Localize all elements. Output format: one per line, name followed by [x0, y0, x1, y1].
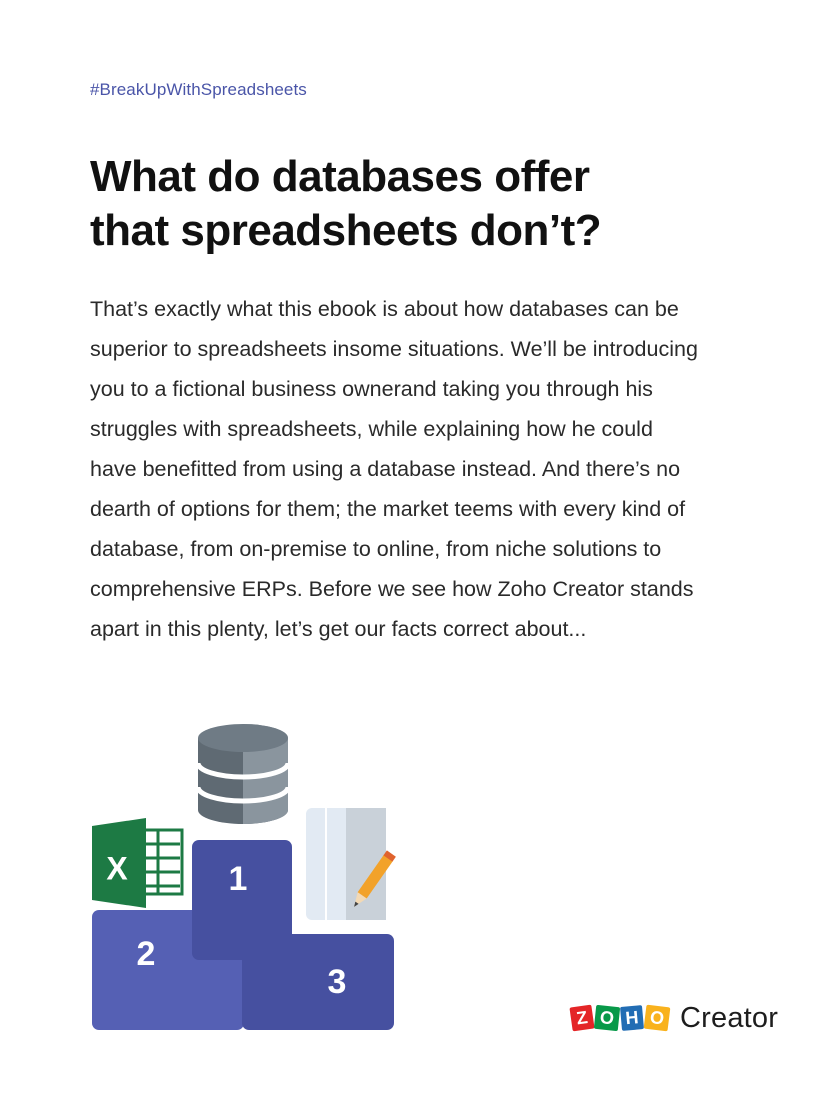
- podium-label-third: 3: [327, 962, 347, 1001]
- zoho-wordmark: [568, 998, 672, 1038]
- paragraph-line: struggles with spreadsheets, while explaining how he could: [90, 417, 653, 441]
- paragraph-line: That’s exactly what this ebook is about how databases can be: [90, 297, 679, 321]
- zoho-creator-logo: [568, 998, 798, 1038]
- hashtag: #BreakUpWithSpreadsheets: [90, 80, 307, 99]
- paragraph-line: database, from on-premise to online, from niche solutions to: [90, 537, 662, 561]
- logo-product-name: Creator: [680, 1002, 779, 1034]
- paragraph-line: apart in this plenty, let’s get our facts correct about...: [90, 617, 587, 641]
- page-title-line-1: What do databases offer: [90, 152, 590, 201]
- logo-letter-h: H: [624, 1007, 640, 1029]
- excel-spreadsheet-icon: [92, 818, 182, 908]
- database-icon: [198, 724, 288, 824]
- podium-illustration: [88, 718, 398, 1034]
- paragraph-line: comprehensive ERPs. Before we see how Zoho Creator stands: [90, 577, 694, 601]
- logo-letter-z: Z: [575, 1007, 589, 1029]
- logo-letter-o-2: O: [648, 1006, 666, 1029]
- paragraph-line: dearth of options for them; the market teems with every kind of: [90, 497, 686, 521]
- notepad-pencil-icon: [306, 808, 396, 920]
- paragraph-line: have benefitted from using a database instead. And there’s no: [90, 457, 681, 481]
- podium-label-second: 2: [136, 934, 156, 973]
- logo-letter-o: O: [599, 1007, 616, 1029]
- page-title-line-2: that spreadsheets don’t?: [90, 206, 602, 255]
- intro-paragraph: [90, 289, 810, 649]
- podium-label-first: 1: [228, 859, 248, 898]
- paragraph-line: superior to spreadsheets insome situations. We’ll be introducing: [90, 337, 698, 361]
- excel-letter: X: [106, 850, 128, 887]
- paragraph-line: you to a fictional business ownerand taking you through his: [90, 377, 653, 401]
- page-title: [90, 150, 790, 258]
